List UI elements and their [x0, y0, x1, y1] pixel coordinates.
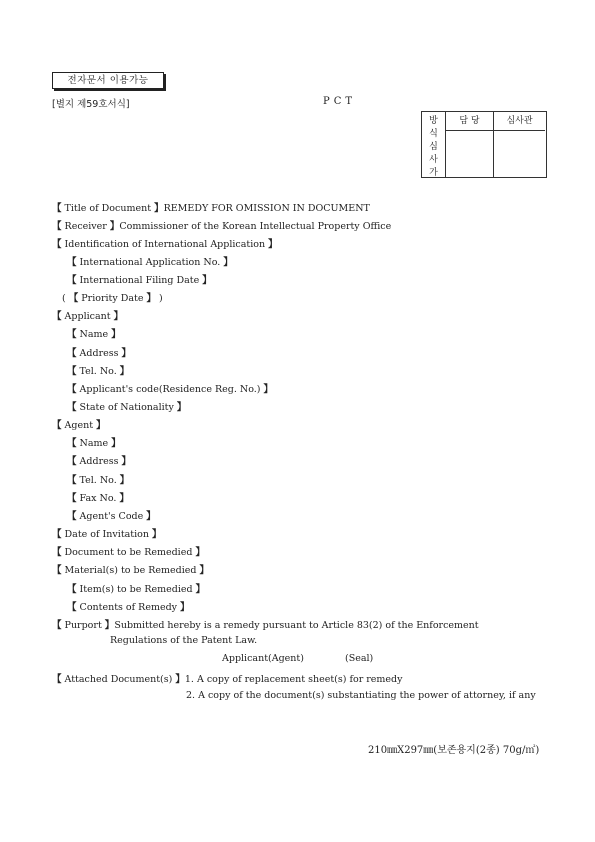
- field-label: State of Nationality: [79, 402, 174, 413]
- stamp-column-handler: [446, 112, 494, 177]
- field-agent-fax: 【 Fax No. 】: [67, 493, 129, 504]
- field-items-to-be-remedied: 【 Item(s) to be Remedied 】: [67, 584, 206, 595]
- field-value: 1. A copy of replacement sheet(s) for remedy: [184, 674, 403, 685]
- field-label: Receiver: [64, 221, 107, 232]
- field-international-filing-date: 【 International Filing Date 】: [67, 275, 212, 286]
- field-label: Purport: [64, 620, 102, 631]
- field-international-application-no: 【 International Application No. 】: [67, 257, 233, 268]
- field-label: Agent: [64, 420, 94, 431]
- field-value: REMEDY FOR OMISSION IN DOCUMENT: [163, 203, 370, 214]
- field-label: Applicant: [64, 311, 111, 322]
- stamp-column-examiner: [494, 112, 545, 177]
- field-label: Fax No.: [79, 493, 117, 504]
- paper-spec-footer: 210㎜X297㎜(보존용지(2종) 70g/㎡): [368, 745, 540, 756]
- field-label: Title of Document: [64, 203, 152, 214]
- field-label: Agent's Code: [79, 511, 144, 522]
- field-agent-name: 【 Name 】: [67, 438, 121, 449]
- field-label: International Filing Date: [79, 275, 200, 286]
- field-label: Applicant's code(Residence Reg. No.): [79, 384, 261, 395]
- field-label: Tel. No.: [79, 475, 117, 486]
- field-receiver: 【 Receiver 】Commissioner of the Korean Intellectual Property Office: [52, 221, 392, 232]
- field-label: Attached Document(s): [64, 674, 173, 685]
- field-applicant-tel: 【 Tel. No. 】: [67, 366, 130, 377]
- field-agent-code: 【 Agent's Code 】: [67, 511, 156, 522]
- field-title-of-document: 【 Title of Document 】REMEDY FOR OMISSION IN DOCUMENT: [52, 203, 370, 214]
- field-label: Contents of Remedy: [79, 602, 178, 613]
- field-priority-date: ( 【 Priority Date 】 ): [62, 293, 163, 304]
- field-label: Date of Invitation: [64, 529, 149, 540]
- field-document-to-be-remedied: 【 Document to be Remedied 】: [52, 547, 205, 558]
- field-applicant-name: 【 Name 】: [67, 329, 121, 340]
- field-date-of-invitation: 【 Date of Invitation 】: [52, 529, 162, 540]
- field-purport: 【 Purport 】Submitted hereby is a remedy pursuant to Article 83(2) of the Enforcement: [52, 620, 479, 631]
- field-applicant-address: 【 Address 】: [67, 348, 132, 359]
- field-identification: 【 Identification of International Application 】: [52, 239, 278, 250]
- attachment-continuation: 2. A copy of the document(s) substantiating the power of attorney, if any: [186, 690, 536, 701]
- pct-label: PCT: [323, 96, 357, 107]
- field-label: Address: [79, 456, 119, 467]
- field-applicant: 【 Applicant 】: [52, 311, 124, 322]
- field-label: Item(s) to be Remedied: [79, 584, 193, 595]
- field-contents-of-remedy: 【 Contents of Remedy 】: [67, 602, 190, 613]
- field-label: Material(s) to be Remedied: [64, 565, 197, 576]
- field-label: Name: [79, 438, 109, 449]
- field-label: International Application No.: [79, 257, 221, 268]
- field-value: Submitted hereby is a remedy pursuant to Article 83(2) of the Enforcement: [114, 620, 479, 631]
- field-materials-to-be-remedied: 【 Material(s) to be Remedied 】: [52, 565, 210, 576]
- field-value: Commissioner of the Korean Intellectual Property Office: [119, 221, 392, 232]
- field-label: Address: [79, 348, 119, 359]
- field-attached-documents: 【 Attached Document(s) 】1. A copy of replacement sheet(s) for remedy: [52, 674, 403, 685]
- field-state-of-nationality: 【 State of Nationality 】: [67, 402, 187, 413]
- signature-applicant-label: Applicant(Agent): [222, 653, 304, 664]
- electronic-document-available-tag: 전자문서 이용가능: [52, 72, 164, 89]
- purport-continuation: Regulations of the Patent Law.: [110, 635, 258, 646]
- field-label: Identification of International Application: [64, 239, 266, 250]
- field-agent-address: 【 Address 】: [67, 456, 132, 467]
- stamp-side-label: 방 식 심 사 가: [422, 112, 446, 177]
- stamp-header-examiner: 심사관: [494, 112, 545, 131]
- field-agent: 【 Agent 】: [52, 420, 106, 431]
- field-agent-tel: 【 Tel. No. 】: [67, 475, 130, 486]
- field-label: Tel. No.: [79, 366, 117, 377]
- field-label: Name: [79, 329, 109, 340]
- signature-seal: (Seal): [345, 653, 374, 664]
- form-number: [별지 제59호서식]: [52, 99, 130, 110]
- field-label: Priority Date: [81, 293, 144, 304]
- review-stamp-box: [421, 111, 547, 178]
- field-label: Document to be Remedied: [64, 547, 193, 558]
- field-applicant-code: 【 Applicant's code(Residence Reg. No.) 】: [67, 384, 274, 395]
- stamp-header-handler: 담 당: [446, 112, 493, 131]
